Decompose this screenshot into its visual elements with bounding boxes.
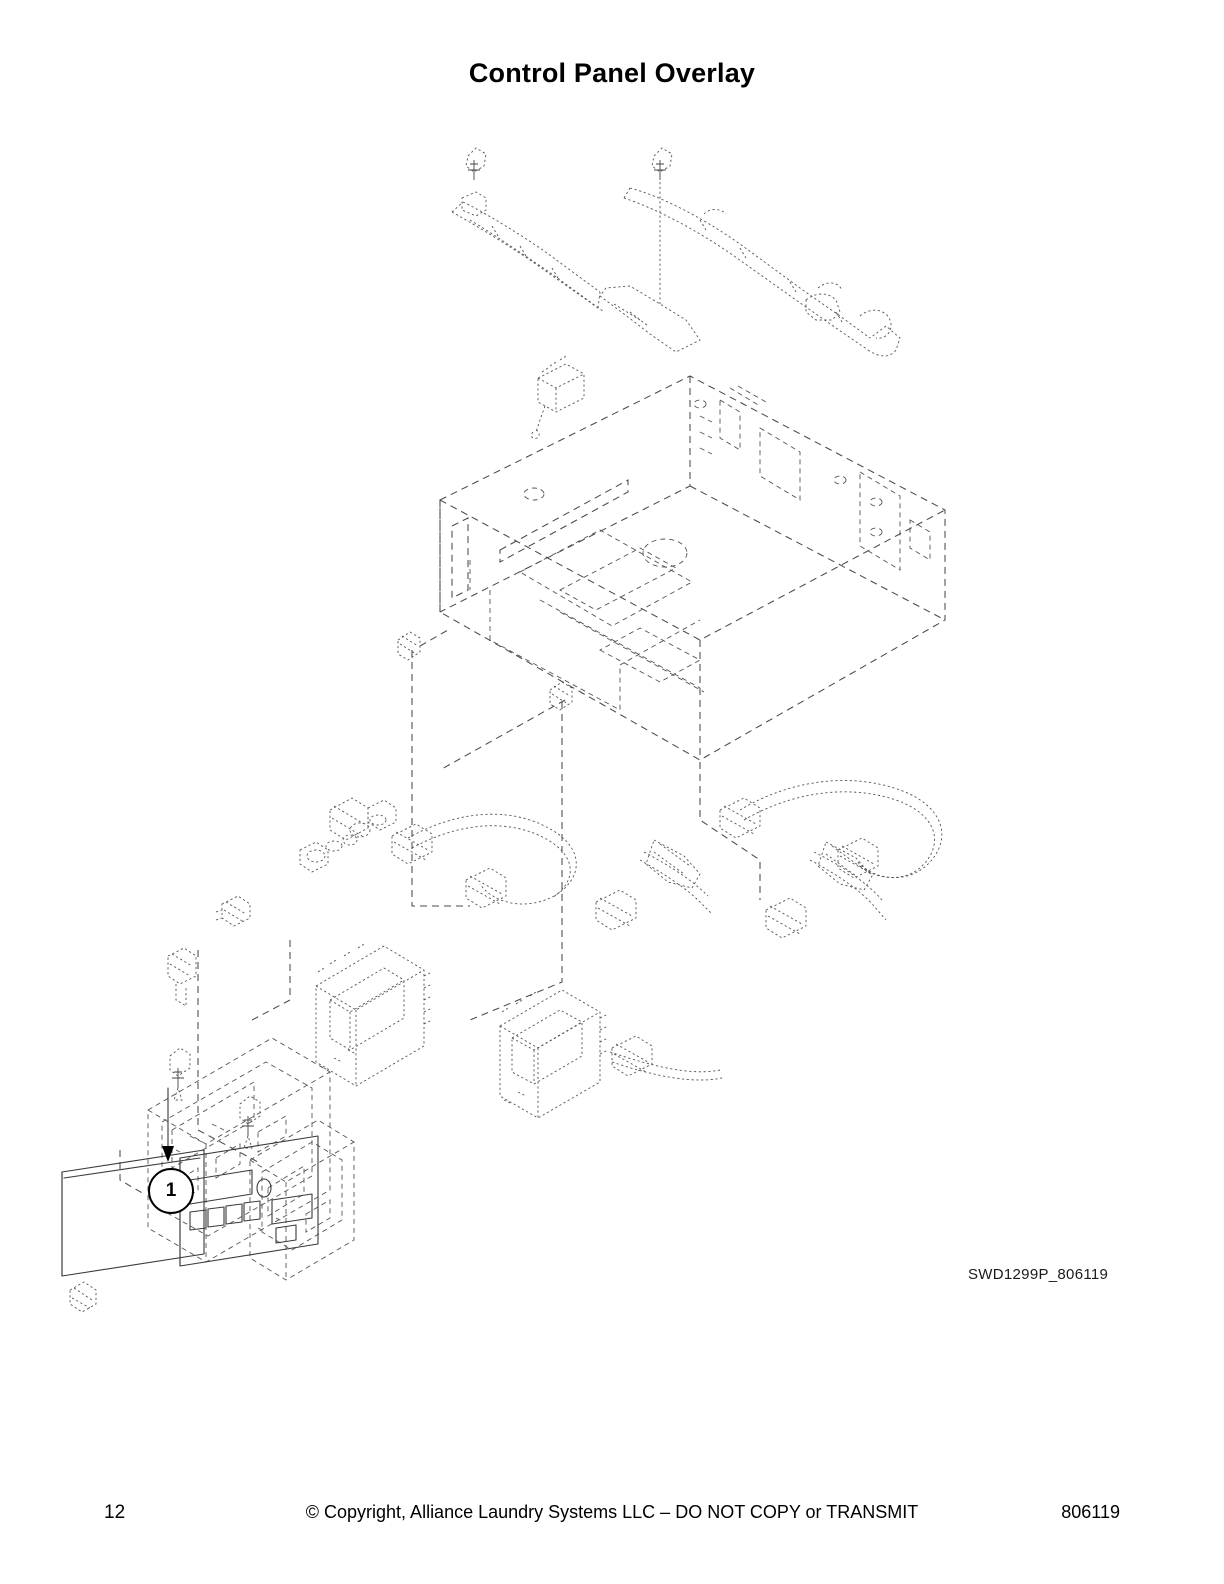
- wire-harness-center: [596, 840, 712, 930]
- terminal-connector-lower: [168, 948, 196, 1006]
- wire-harness-board-right: [610, 1036, 722, 1080]
- mounting-screw-center: [550, 682, 572, 710]
- footer-document-number: 806119: [1061, 1502, 1120, 1522]
- page-title: Control Panel Overlay: [468, 58, 756, 88]
- upper-hinge-bracket-left: [452, 148, 700, 352]
- assembly-drawing: [0, 120, 1224, 1350]
- wire-harness-lower-right: [766, 842, 886, 938]
- page-footer: [0, 1502, 1224, 1526]
- footer-copyright: © Copyright, Alliance Laundry Systems LLC – DO NOT COPY or TRANSMIT: [305, 1502, 919, 1522]
- retaining-clip: [70, 1282, 96, 1312]
- callout-number: 1: [165, 1180, 177, 1201]
- sensor-module: [531, 356, 584, 439]
- terminal-connector-upper: [216, 896, 250, 926]
- footer-page-number: 12: [104, 1502, 126, 1523]
- upper-hinge-bracket-right: [624, 148, 900, 356]
- drawing-code: SWD1299P_806119: [968, 1266, 1109, 1283]
- wire-harness-upper-right: [720, 780, 942, 878]
- end-cap: [806, 294, 840, 320]
- connector-cluster: [300, 798, 396, 872]
- control-board-primary: [316, 944, 432, 1086]
- control-panel-overlay-detail: [58, 1160, 116, 1270]
- exploded-parts-diagram: [0, 120, 1224, 1350]
- cabinet-shell: [440, 376, 945, 760]
- mounting-screw-left: [398, 632, 420, 660]
- panel-screw-left: [170, 1048, 190, 1100]
- wire-harness-upper-left: [392, 814, 576, 908]
- panel-frame-secondary: [250, 1120, 354, 1280]
- control-board-secondary: [500, 990, 608, 1118]
- callout-1: [148, 1168, 194, 1214]
